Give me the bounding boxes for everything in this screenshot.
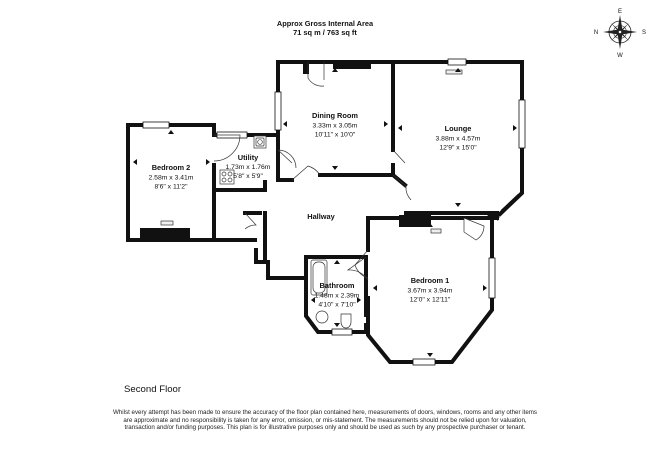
room-name: Bedroom 1 <box>410 276 450 285</box>
room-name: Hallway <box>307 212 335 221</box>
door-dining-cupboard <box>308 62 324 86</box>
room-imperial: 5'8" x 5'9" <box>233 173 263 180</box>
toilet-icon <box>341 314 351 328</box>
window-bedroom-1-south <box>413 359 435 365</box>
room-metric: 2.58m x 3.41m <box>148 174 194 182</box>
room-imperial: 10'11" x 10'0" <box>314 131 356 139</box>
door-dining <box>292 166 320 180</box>
wall-hallway <box>245 213 497 278</box>
room-lounge <box>436 124 481 152</box>
room-name: Bedroom 2 <box>151 163 191 172</box>
room-metric: 1.73m x 1.76m <box>225 164 271 171</box>
door-bedroom-1-cupboard <box>464 218 484 240</box>
room-imperial: 8'6" x 11'2" <box>154 183 188 191</box>
bedroom-1-wardrobe <box>399 215 431 227</box>
doors <box>214 62 484 280</box>
room-imperial: 12'0" x 12'11" <box>409 296 451 304</box>
window-bathroom <box>332 329 352 335</box>
window-lounge-north <box>448 59 466 65</box>
compass-label-left: N <box>593 30 599 36</box>
compass-label-right: S <box>641 30 647 36</box>
floor-label: Second Floor <box>124 384 182 395</box>
window-bedroom-2 <box>143 122 169 128</box>
window-lounge-bay <box>502 195 519 211</box>
disclaimer: Whilst every attempt has been made to ensure the accuracy of the floor plan contained here, measurements of doors, windows, rooms and any other items are approximate and no responsibility is taken for any error, omission, or mis-statement. The measurements should not be relied upon for valuation, transaction and/or funding purposes. This plan is for illustrative purposes only and should be used as such by any prospective purchaser or tenant. <box>112 409 538 432</box>
door-hallway-west <box>245 213 256 229</box>
basin-icon <box>316 311 328 323</box>
wall-bedroom-2 <box>128 125 255 240</box>
bedroom-2-wardrobe <box>140 228 190 238</box>
area-title: Approx Gross Internal Area <box>276 19 374 28</box>
room-dining <box>312 111 358 139</box>
room-bathroom <box>315 281 360 309</box>
room-metric: 3.88m x 4.57m <box>435 135 481 143</box>
window-bedroom-1-east <box>489 258 495 298</box>
window-dining <box>275 92 281 130</box>
room-metric: 3.67m x 3.94m <box>407 287 453 295</box>
room-name: Lounge <box>444 124 472 133</box>
room-utility <box>226 153 271 180</box>
door-utility <box>278 150 296 168</box>
dining-radiator <box>333 62 371 69</box>
room-metric: 1.48m x 2.39m <box>314 292 360 300</box>
room-name: Bathroom <box>319 281 355 290</box>
hob-icon <box>220 170 234 184</box>
room-bedroom-1 <box>408 276 453 304</box>
room-imperial: 4'10" x 7'10" <box>318 301 356 309</box>
room-bedroom-2 <box>149 163 194 191</box>
compass-rose-icon <box>594 9 646 59</box>
room-imperial: 12'9" x 15'0" <box>439 144 477 152</box>
room-metric: 3.33m x 3.05m <box>312 122 358 130</box>
room-name: Dining Room <box>312 111 358 120</box>
door-bedroom-2 <box>214 135 240 161</box>
room-name: Utility <box>237 153 259 162</box>
compass-label-top: E <box>617 9 623 15</box>
fixtures <box>140 60 431 238</box>
compass-label-bottom: W <box>617 53 623 59</box>
window-lounge-east <box>519 100 525 148</box>
room-hallway <box>307 212 335 221</box>
area-total: 71 sq m / 763 sq ft <box>293 28 357 37</box>
